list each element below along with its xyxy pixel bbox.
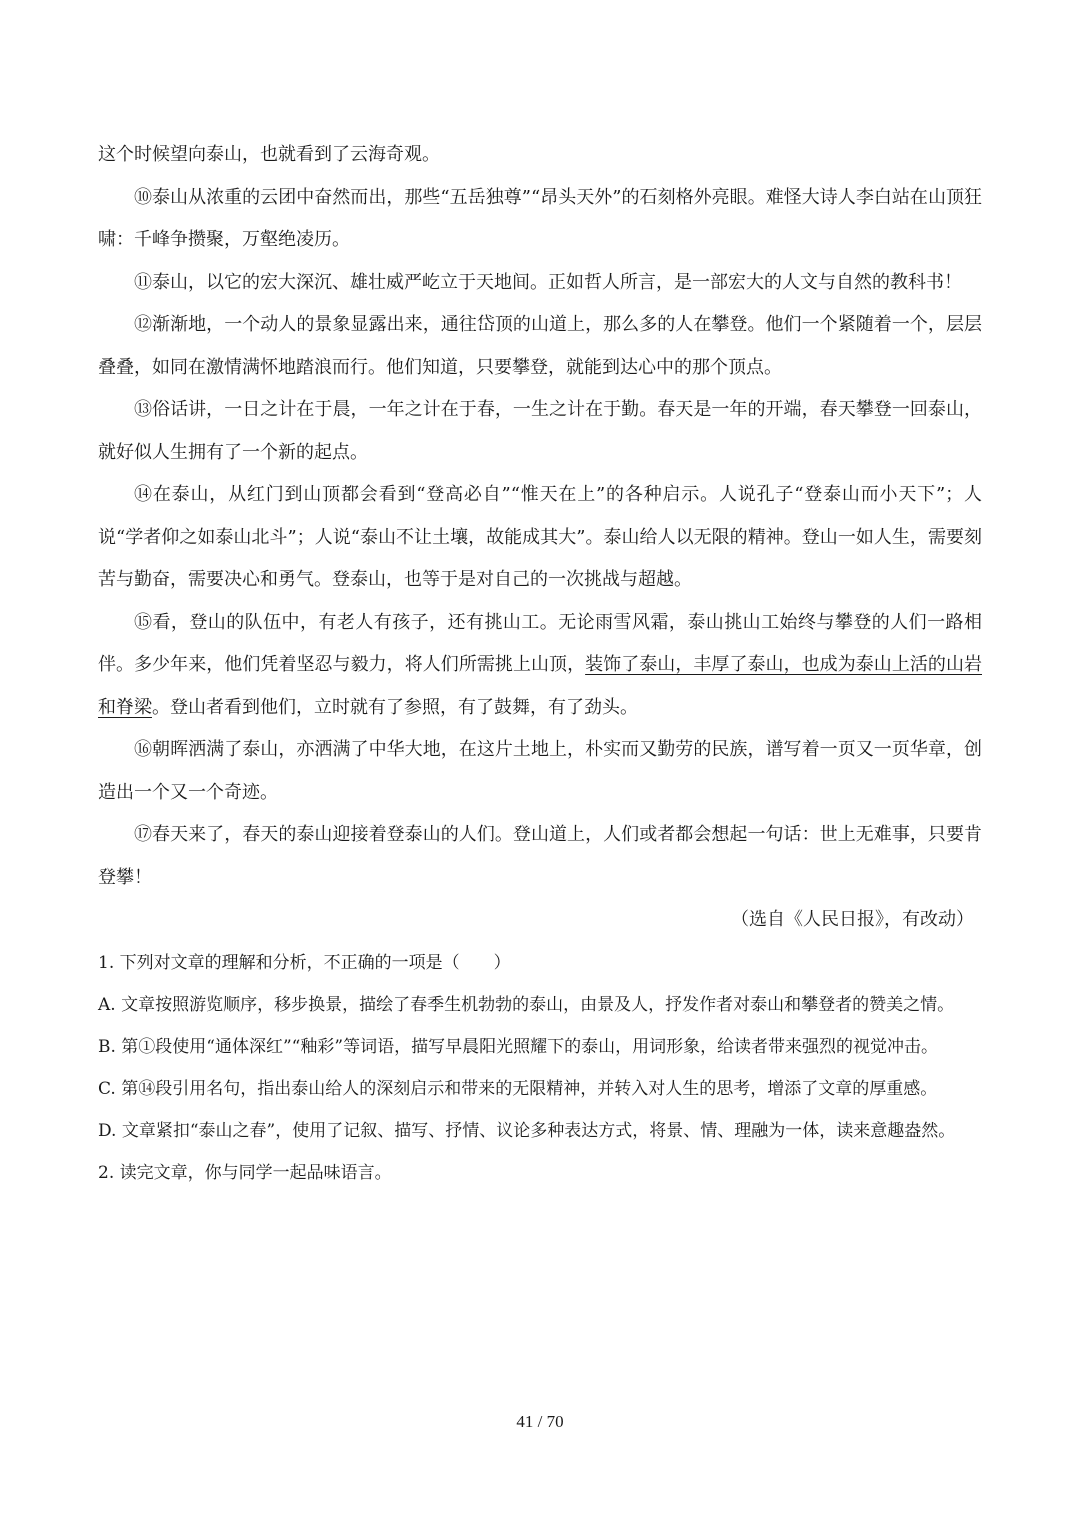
- paragraph-15-part-b: 。登山者看到他们，立时就有了参照，有了鼓舞，有了劲头。: [152, 696, 638, 718]
- paragraph-11: ⑪泰山，以它的宏大深沉、雄壮威严屹立于天地间。正如哲人所言，是一部宏大的人文与自然的教科书！: [134, 271, 962, 293]
- paragraph-15-part-a: ⑮看，登山的队伍中，有老人有孩子，还有挑山工。无论雨雪风霜，泰山挑山工始终与攀登的人们一路相伴。多少年来，他们凭着坚忍与毅力，将人们所需挑上山顶，: [98, 611, 982, 675]
- article-source: （选自《人民日报》，有改动）: [731, 909, 974, 930]
- paragraph-10: ⑩泰山从浓重的云团中奋然而出，那些“五岳独尊”“昂头天外”的石刻格外亮眼。难怪大诗人李白站在山顶狂啸：千峰争攒聚，万壑绝凌历。: [98, 186, 982, 250]
- question-1: 1. 下列对文章的理解和分析，不正确的一项是（ ）: [98, 952, 511, 973]
- paragraph-13: ⑬俗话讲，一日之计在于晨，一年之计在于春，一生之计在于勤。春天是一年的开端，春天攀登一回泰山，就好似人生拥有了一个新的起点。: [98, 399, 982, 463]
- option-c: C. 第⑭段引用名句，指出泰山给人的深刻启示和带来的无限精神，并转入对人生的思考，增添了文章的厚重感。: [98, 1078, 938, 1099]
- paragraph-14: ⑭在泰山，从红门到山顶都会看到“登高必自”“惟天在上”的各种启示。人说孔子“登泰山而小天下”；人说“学者仰之如泰山北斗”；人说“泰山不让土壤，故能成其大”。泰山给人以无限的精神。登山一如人生，需要刻苦与勤奋，需要决心和勇气。登泰山，也等于是对自己的一次挑战与超越。: [98, 484, 982, 590]
- option-d: D. 文章紧扣“泰山之春”，使用了记叙、描写、抒情、议论多种表达方式，将景、情、理融为一体，读来意趣盎然。: [98, 1120, 956, 1141]
- paragraph-17: ⑰春天来了，春天的泰山迎接着登泰山的人们。登山道上，人们或者都会想起一句话：世上无难事，只要肯登攀！: [98, 824, 982, 888]
- option-b: B. 第①段使用“通体深红”“釉彩”等词语，描写早晨阳光照耀下的泰山，用词形象，给读者带来强烈的视觉冲击。: [98, 1036, 939, 1057]
- paragraph-12: ⑫渐渐地，一个动人的景象显露出来，通往岱顶的山道上，那么多的人在攀登。他们一个紧随着一个，层层叠叠，如同在激情满怀地踏浪而行。他们知道，只要攀登，就能到达心中的那个顶点。: [98, 314, 982, 378]
- page-number: 41 / 70: [516, 1412, 564, 1431]
- paragraph-9-continued: 这个时候望向泰山，也就看到了云海奇观。: [98, 144, 440, 165]
- underlined-sentence: 装饰了泰山，丰厚了泰山，也成为泰山上活的山岩和脊梁: [98, 654, 982, 718]
- question-2: 2. 读完文章，你与同学一起品味语言。: [98, 1162, 392, 1183]
- paragraph-15: [98, 602, 982, 730]
- document-content: [98, 134, 982, 1194]
- option-a: A. 文章按照游览顺序，移步换景，描绘了春季生机勃勃的泰山，由景及人，抒发作者对泰山和攀登者的赞美之情。: [98, 994, 955, 1015]
- paragraph-16: ⑯朝晖洒满了泰山，亦洒满了中华大地，在这片土地上，朴实而又勤劳的民族，谱写着一页又一页华章，创造出一个又一个奇迹。: [98, 739, 982, 803]
